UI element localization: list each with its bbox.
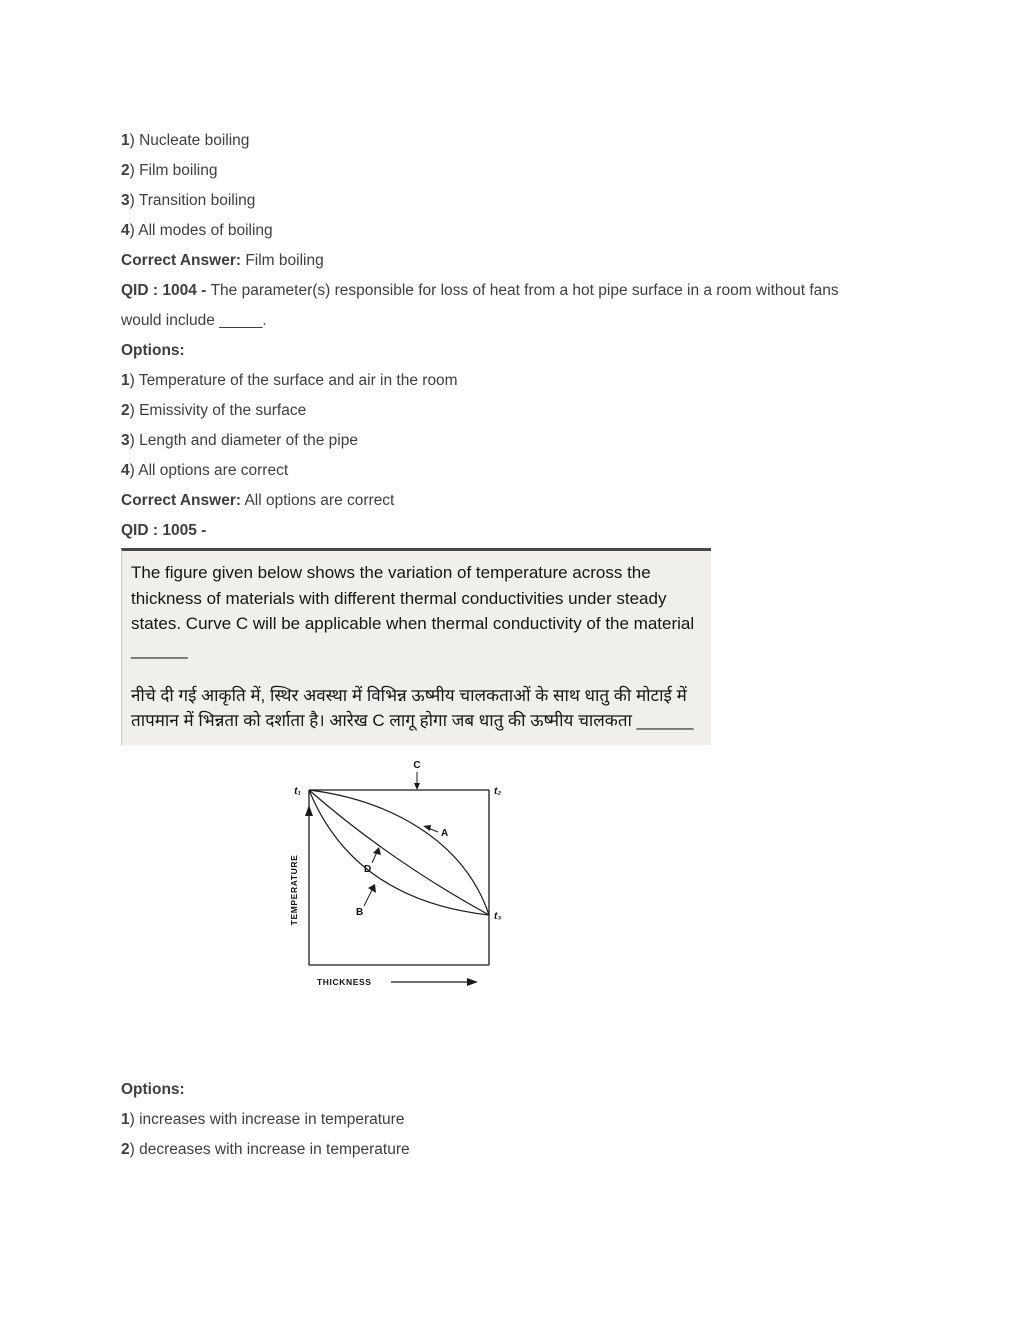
option-number: 3 xyxy=(121,192,130,209)
option-text: ) Emissivity of the surface xyxy=(129,402,307,419)
question-text: The parameter(s) responsible for loss of heat from a hot pipe surface in a room without fans would include _____. xyxy=(121,282,843,329)
q1004-correct-answer xyxy=(121,486,900,516)
y-axis-arrowhead xyxy=(305,805,313,816)
curve-b-arrowhead xyxy=(368,884,376,893)
answer-label: Correct Answer: xyxy=(121,252,242,269)
t1-label: t₁ xyxy=(294,786,301,797)
q1003-option-4 xyxy=(121,216,900,246)
curve-b-label: B xyxy=(356,907,364,918)
q1004-option-1 xyxy=(121,366,900,396)
option-text: ) increases with increase in temperature xyxy=(129,1111,405,1128)
q1004-options-heading: Options: xyxy=(121,342,185,359)
option-number: 2 xyxy=(121,402,130,419)
t3-label: t₃ xyxy=(494,911,502,922)
q1003-option-2 xyxy=(121,156,900,186)
q1003-correct-answer xyxy=(121,246,900,276)
q1003-option-3 xyxy=(121,186,900,216)
option-number: 1 xyxy=(121,1111,130,1128)
temperature-thickness-figure xyxy=(279,755,509,1005)
curve-b xyxy=(309,790,489,915)
t2-label: t₂ xyxy=(494,786,502,797)
option-text: ) Film boiling xyxy=(129,162,218,179)
option-number: 2 xyxy=(121,1141,130,1158)
curve-b-leader xyxy=(364,890,372,906)
q1005-option-2 xyxy=(121,1135,900,1165)
x-axis-arrowhead xyxy=(467,978,478,986)
option-text: ) Transition boiling xyxy=(129,192,256,209)
q1004-option-4 xyxy=(121,456,900,486)
curve-a-arrowhead xyxy=(423,825,431,831)
option-text: ) Temperature of the surface and air in the room xyxy=(129,372,458,389)
question-image-text xyxy=(121,548,711,745)
q1005-options-heading: Options: xyxy=(121,1081,185,1098)
curve-a-label: A xyxy=(441,828,449,839)
option-number: 4 xyxy=(121,462,130,479)
y-axis-title: TEMPERATURE xyxy=(289,854,299,926)
q1004-option-2 xyxy=(121,396,900,426)
q1005-qid xyxy=(121,516,900,546)
option-number: 1 xyxy=(121,132,130,149)
figure-svg xyxy=(279,755,509,1000)
x-axis-title: THICKNESS xyxy=(317,977,372,987)
q1003-option-1 xyxy=(121,126,900,156)
question-english-text: The figure given below shows the variation of temperature across the thickness of materials with different thermal conductivities under steady states. Curve C will be applicable when thermal conductivity of the material ______ xyxy=(131,563,695,659)
q1004-question xyxy=(121,276,877,336)
option-text: ) Nucleate boiling xyxy=(129,132,250,149)
question-hindi-text: नीचे दी गई आकृति में, स्थिर अवस्था में विभिन्न ऊष्मीय चालकताओं के साथ धातु की मोटाई में तापमान में भिन्नता को दर्शाता है। आरेख C लागू होगा जब धातु की ऊष्मीय चालकता ______ xyxy=(131,686,694,730)
answer-value: All options are correct xyxy=(241,492,395,509)
option-number: 2 xyxy=(121,162,130,179)
curve-d-label: D xyxy=(364,864,372,875)
option-number: 1 xyxy=(121,372,130,389)
curve-d-arrowhead xyxy=(373,847,381,855)
curve-a xyxy=(309,790,489,915)
curve-d xyxy=(309,790,489,915)
q1005-options-block xyxy=(121,1075,900,1165)
option-text: ) decreases with increase in temperature xyxy=(129,1141,410,1158)
option-text: ) Length and diameter of the pipe xyxy=(129,432,358,449)
answer-value: Film boiling xyxy=(241,252,324,269)
qid-label: QID : 1005 - xyxy=(121,522,211,539)
option-text: ) All modes of boiling xyxy=(129,222,273,239)
option-number: 4 xyxy=(121,222,130,239)
q1005-option-1 xyxy=(121,1105,900,1135)
q1004-option-3 xyxy=(121,426,900,456)
curve-c-label: C xyxy=(413,760,421,771)
option-number: 3 xyxy=(121,432,130,449)
curve-c-arrowhead xyxy=(414,783,420,790)
qid-label: QID : 1004 - xyxy=(121,282,211,299)
answer-label: Correct Answer: xyxy=(121,492,242,509)
option-text: ) All options are correct xyxy=(129,462,289,479)
